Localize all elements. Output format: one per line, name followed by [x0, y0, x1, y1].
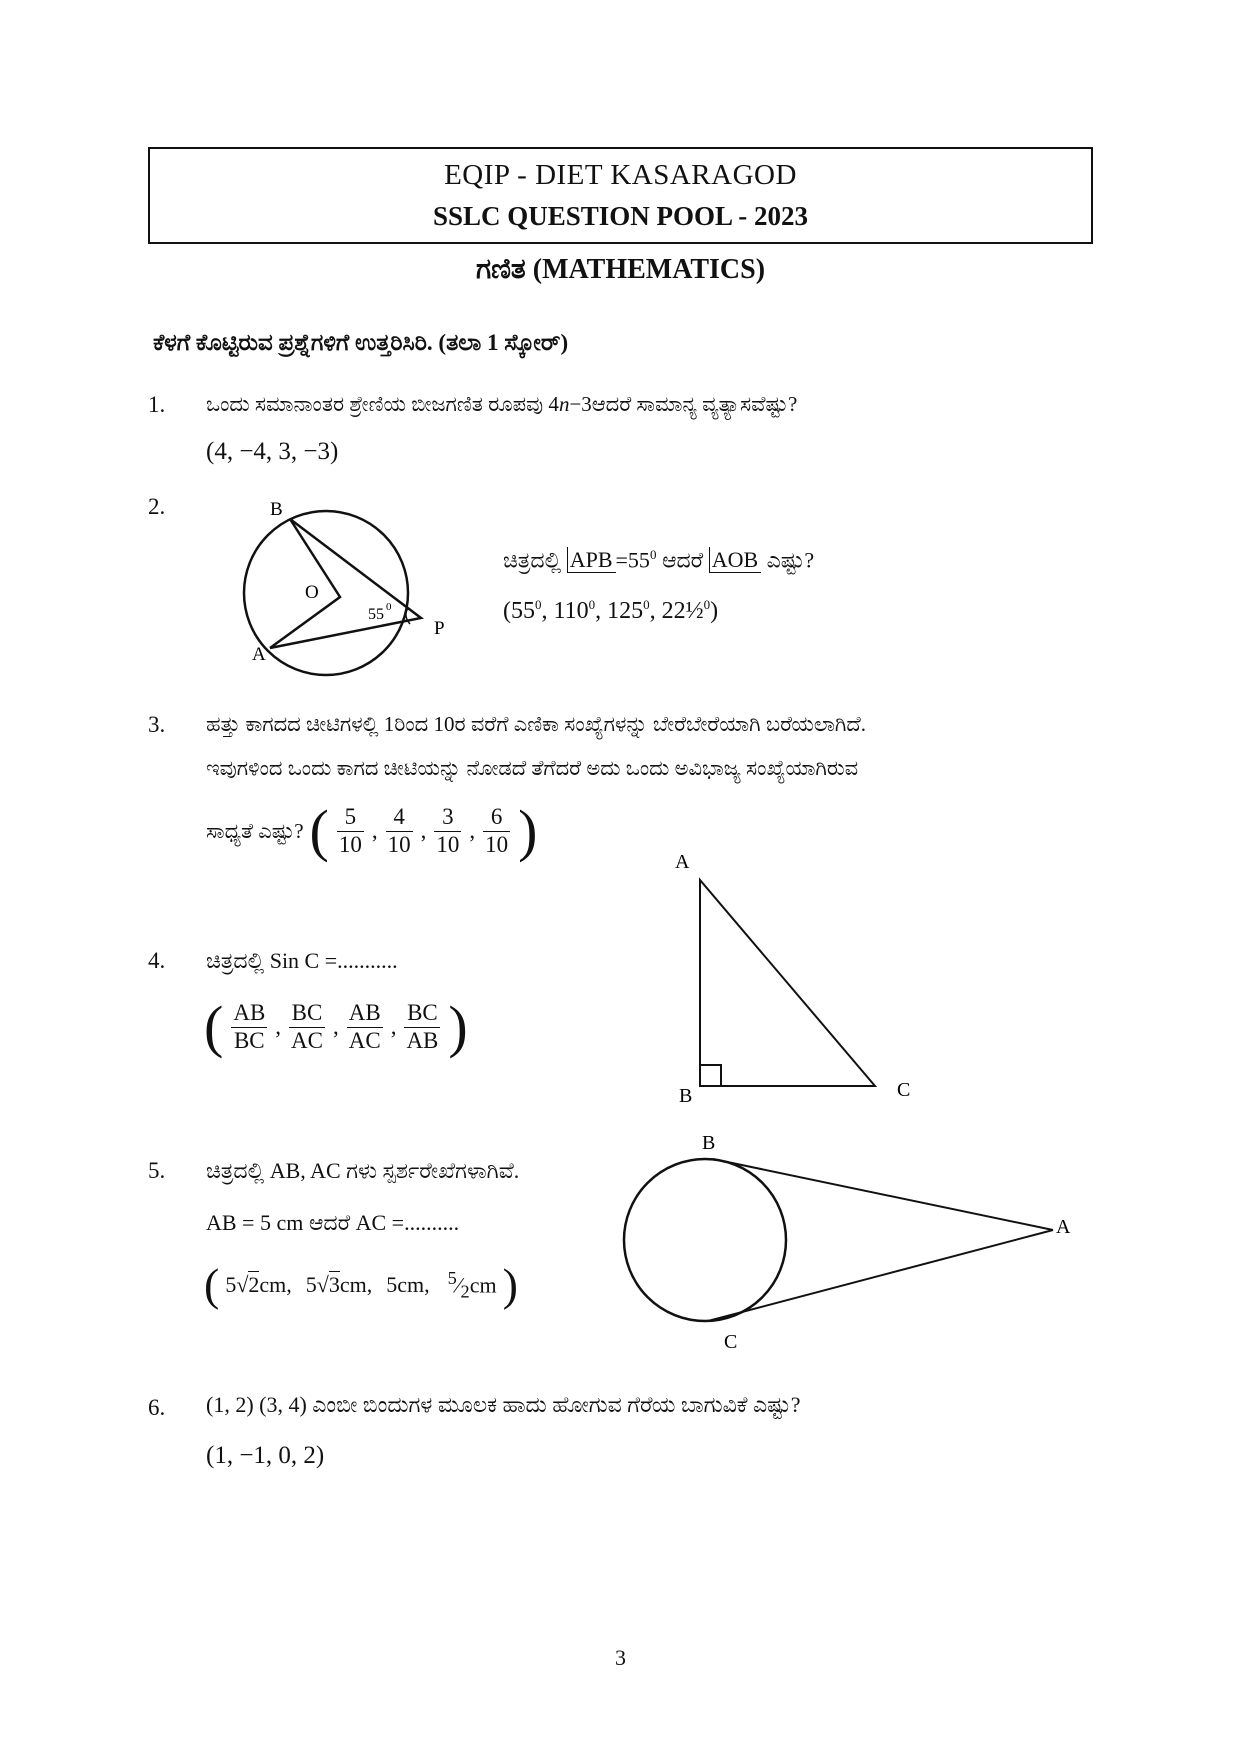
tangent-ac — [708, 1230, 1053, 1321]
q4-options-row — [204, 994, 468, 1059]
numerator: AB — [347, 1000, 383, 1027]
numerator: 6 — [483, 804, 510, 831]
tangent-ab — [713, 1159, 1053, 1230]
q2-text-c: ಆದರೆ — [656, 547, 709, 573]
open-paren: ( — [204, 1259, 220, 1310]
open-paren: ( — [309, 798, 329, 863]
question-text-line: ಹತ್ತು ಕಾಗದದ ಚೀಟಿಗಳಲ್ಲಿ 1ರಿಂದ 10ರ ವರೆಗೆ ಎಣಿಕಾ ಸಂಖ್ಯೆಗಳನ್ನು ಬೇರೆಬೇರೆಯಾಗಿ ಬರೆಯಲಾಗಿದೆ. — [206, 712, 867, 736]
angle-sup: 0 — [386, 601, 392, 613]
denominator: 10 — [436, 831, 460, 857]
fraction-option — [434, 804, 461, 858]
denominator: AC — [291, 1027, 323, 1053]
header-title: EQIP - DIET KASARAGOD — [444, 159, 797, 191]
angle-apb: APB — [567, 547, 616, 573]
fraction-option — [483, 804, 510, 858]
numerator: 5 — [337, 804, 364, 831]
angle-label: 55 — [368, 606, 384, 623]
question-text-line: ಇವುಗಳಿಂದ ಒಂದು ಕಾಗದ ಚೀಟಿಯನ್ನು ನೋಡದೆ ತೆಗೆದರೆ ಅದು ಒಂದು ಅವಿಭಾಜ್ಯ ಸಂಖ್ಯೆಯಾಗಿರುವ — [206, 756, 859, 780]
fraction-option — [289, 1000, 325, 1054]
opt-text: ) — [710, 598, 719, 624]
numerator: BC — [404, 1000, 440, 1027]
option-3: 5cm, — [386, 1272, 430, 1297]
close-paren: ) — [518, 798, 538, 863]
header-subtitle: SSLC QUESTION POOL - 2023 — [432, 201, 809, 231]
numerator: AB — [231, 1000, 267, 1027]
q2-sup: 0 — [649, 547, 657, 562]
question-number: 2. — [148, 494, 166, 519]
label-a: A — [675, 851, 690, 873]
close-paren: ) — [502, 1259, 518, 1310]
denominator: AB — [406, 1027, 439, 1053]
label-a: A — [252, 644, 266, 665]
label-b: B — [270, 499, 283, 520]
numerator: 5 — [447, 1267, 457, 1288]
unit: cm, — [339, 1272, 373, 1297]
q5-options-row — [204, 1259, 518, 1310]
subject-title: ಗಣಿತ (MATHEMATICS) — [475, 254, 766, 285]
opt-text: , 125 — [595, 598, 644, 624]
comma: , — [420, 818, 427, 843]
answer-options: (4, −4, 3, −3) — [206, 438, 339, 465]
comma: , — [390, 1014, 397, 1039]
instruction: ಕೆಳಗೆ ಕೊಟ್ಟಿರುವ ಪ್ರಶ್ನೆಗಳಿಗೆ ಉತ್ತರಿಸಿರಿ. (ತಲಾ 1 ಸ್ಕೋರ್) — [153, 330, 569, 355]
question-text-line: ಸಾಧ್ಯತೆ ಎಷ್ಟು? — [206, 818, 304, 843]
question-text — [503, 547, 814, 573]
triangle — [700, 880, 875, 1086]
question-text-line: ಚಿತ್ರದಲ್ಲಿ AB, AC ಗಳು ಸ್ಪರ್ಶರೇಖೆಗಳಾಗಿವೆ. — [206, 1158, 520, 1183]
question-number: 3. — [148, 712, 166, 737]
denominator: 2 — [460, 1281, 470, 1302]
radicand: 2 — [248, 1272, 260, 1297]
unit: cm, — [259, 1272, 292, 1297]
fraction-option — [386, 804, 413, 858]
circle — [244, 511, 408, 675]
label-o: O — [305, 582, 319, 603]
comma: , — [275, 1014, 282, 1039]
option-4: $^5⁄_2cm$ — [447, 1267, 497, 1302]
q1-text-b: −3ಆದರೆ ಸಾಮಾನ್ಯ ವ್ಯತ್ಯಾಸವೆಷ್ಟು? — [569, 392, 798, 416]
unit: cm — [469, 1271, 497, 1297]
option-2: 5√3cm, — [305, 1272, 373, 1297]
coef: 5 — [225, 1272, 237, 1297]
option-1: 5√2cm, — [225, 1272, 292, 1297]
q2-text-a: ಚಿತ್ರದಲ್ಲಿ — [503, 547, 567, 573]
comma: , — [469, 818, 476, 843]
denominator: AC — [348, 1027, 381, 1053]
open-paren: ( — [204, 994, 224, 1059]
header-box — [148, 147, 1093, 244]
numerator: 3 — [434, 804, 461, 831]
right-angle-mark — [700, 1065, 721, 1086]
label-a: A — [1056, 1216, 1071, 1238]
fraction-option — [347, 1000, 383, 1054]
q3-options-row — [206, 798, 538, 863]
circle — [624, 1159, 786, 1321]
label-c: C — [897, 1079, 911, 1101]
opt-text: , 22½ — [649, 598, 704, 624]
label-p: P — [434, 618, 445, 639]
denominator: 10 — [485, 831, 509, 857]
q1-var: n — [558, 392, 570, 416]
comma: , — [371, 818, 378, 843]
opt-text: (55 — [503, 598, 535, 624]
question-text — [206, 392, 797, 417]
question-number: 1. — [148, 392, 166, 417]
q2-text-b: =55 — [615, 547, 650, 573]
page-number: 3 — [615, 1645, 626, 1670]
question-number: 5. — [148, 1158, 166, 1183]
fraction-option — [231, 1000, 267, 1054]
numerator: BC — [289, 1000, 325, 1027]
tangent-figure — [610, 1125, 1080, 1360]
comma: , — [332, 1014, 339, 1039]
circle-figure — [240, 498, 450, 688]
label-b: B — [679, 1085, 693, 1107]
denominator: BC — [233, 1027, 265, 1053]
opt-text: , 110 — [541, 598, 589, 624]
coef: 5 — [305, 1272, 317, 1297]
denominator: 10 — [387, 831, 411, 857]
opt-sup: 0 — [643, 597, 650, 612]
opt-sup: 0 — [535, 597, 542, 612]
opt-sup: 0 — [703, 597, 711, 612]
answer-options: (1, −1, 0, 2) — [206, 1442, 325, 1469]
close-paren: ) — [448, 994, 468, 1059]
chords — [270, 519, 421, 648]
angle-aob: AOB — [709, 547, 761, 573]
question-number: 6. — [148, 1395, 166, 1420]
numerator: 4 — [386, 804, 413, 831]
answer-options — [503, 597, 718, 625]
question-text-line: AB = 5 cm ಆದರೆ AC =.......... — [206, 1210, 460, 1235]
radicand: 3 — [328, 1272, 340, 1297]
fraction-option — [404, 1000, 440, 1054]
question-text: ಚಿತ್ರದಲ್ಲಿ Sin C =........... — [206, 948, 398, 973]
question-number: 4. — [148, 948, 166, 973]
right-triangle-figure — [665, 848, 915, 1108]
opt-sup: 0 — [588, 597, 596, 612]
label-c: C — [724, 1331, 738, 1353]
question-text: (1, 2) (3, 4) ಎಂಬೀ ಬಿಂದುಗಳ ಮೂಲಕ ಹಾದು ಹೋಗುವ ಗೆರೆಯ ಬಾಗುವಿಕೆ ಎಷ್ಟು? — [206, 1392, 801, 1417]
fraction-option — [337, 804, 364, 858]
denominator: 10 — [338, 831, 362, 857]
label-b: B — [702, 1132, 716, 1154]
q2-text-d: ಎಷ್ಟು? — [761, 547, 815, 573]
q1-text-a: ಒಂದು ಸಮಾನಾಂತರ ಶ್ರೇಣಿಯ ಬೀಜಗಣಿತ ರೂಪವು 4 — [206, 392, 559, 416]
